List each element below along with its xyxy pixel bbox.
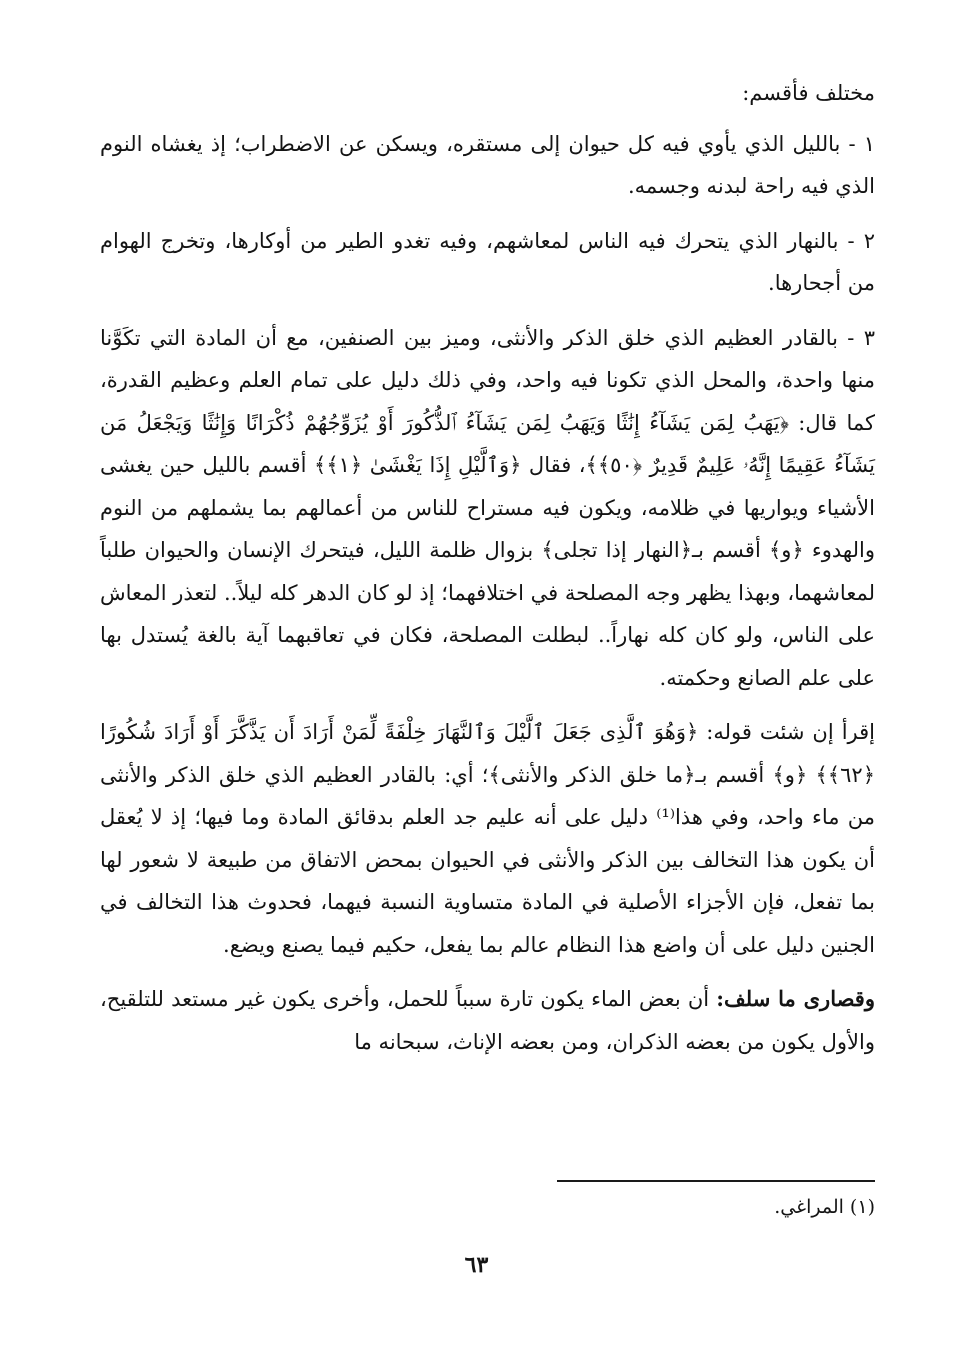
summary-lead: وقصارى ما سلف: (716, 986, 875, 1011)
paragraph-summary (100, 978, 875, 1063)
footnote-divider (557, 1180, 875, 1182)
footnote: (١) المراغي. (774, 1196, 875, 1218)
page-number: ٦٣ (464, 1252, 489, 1278)
summary-text: أن بعض الماء يكون تارة سبباً للحمل، وأخرى يكون غير مستعد للتلقيح، والأول يكون من بعضه الذكران، ومن بعضه الإناث، سبحانه ما (100, 987, 875, 1054)
paragraph-intro: مختلف فأقسم: (742, 81, 875, 105)
paragraph-creator: ٣ - بالقادر العظيم الذي خلق الذكر والأنثى، وميز بين الصنفين، مع أن المادة التي تكَوَّنا منها واحدة، والمحل الذي تكونا فيه واحد، وفي ذلك دليل على تمام العلم وعظيم القدرة، كما قال: ﴿يَهَبُ لِمَن يَشَآءُ إِنَٰثًا وَيَهَبُ لِمَن يَشَآءُ ٱلذُّكُورَ أَوْ يُزَوِّجُهُمْ ذُكْرَانًا وَإِنَٰثًا وَيَجْعَلُ مَن يَشَآءُ عَقِيمًا إِنَّهُۥ عَلِيمٌ قَدِيرٌ ﴿٥٠﴾﴾، فقال ﴿وَٱلَّيْلِ إِذَا يَغْشَىٰ ﴿١﴾﴾ أقسم بالليل حين يغشى الأشياء ويواريها في ظلامه، ويكون فيه مستراح للناس من أعمالهم بما يشملهم من النوم والهدوء ﴿و﴾ أقسم بـ﴿النهار إذا تجلى﴾ بزوال ظلمة الليل، فيتحرك الإنسان والحيوان طلباً لمعاشهما، وبهذا يظهر وجه المصلحة في اختلافهما؛ إذ لو كان الدهر كله ليلاً.. لتعذر المعاش على الناس، ولو كان كله نهاراً.. لبطلت المصلحة، فكان في تعاقبهما آية بالغة يُستدل بها على علم الصانع وحكمته. (100, 325, 876, 690)
paragraph-recite: إقرأ إن شئت قوله: ﴿وَهُوَ ٱلَّذِى جَعَلَ ٱلَّيْلَ وَٱلنَّهَارَ خِلْفَةً لِّمَنْ أَرَادَ أَن يَذَّكَّرَ أَوْ أَرَادَ شُكُورًا ﴿٦٢﴾﴾ ﴿و﴾ أقسم بـ﴿ما خلق الذكر والأنثى﴾؛ أي: بالقادر العظيم الذي خلق الذكر والأنثى من ماء واحد، وفي هذا⁽¹⁾ دليل على أنه عليم جد العلم بدقائق المادة وما فيها؛ إذ لا يُعقل أن يكون هذا التخالف بين الذكر والأنثى في الحيوان بمحض الاتفاق من طبيعة لا شعور لها بما تفعل، فإن الأجزاء الأصلية في المادة متساوية النسبة فيهما، فحدوث هذا التخالف في الجنين دليل على أن واضع هذا النظام عالم بما يفعل، حكيم فيما يصنع ويضع. (100, 720, 875, 957)
page-body (100, 72, 875, 1075)
paragraph-day: ٢ - بالنهار الذي يتحرك فيه الناس لمعاشهم، وفيه تغدو الطير من أوكارها، وتخرج الهوام من أجحارها. (100, 228, 875, 295)
paragraph-night: ١ - بالليل الذي يأوي فيه كل حيوان إلى مستقره، ويسكن عن الاضطراب؛ إذ يغشاه النوم الذي فيه راحة لبدنه وجسمه. (100, 131, 875, 198)
